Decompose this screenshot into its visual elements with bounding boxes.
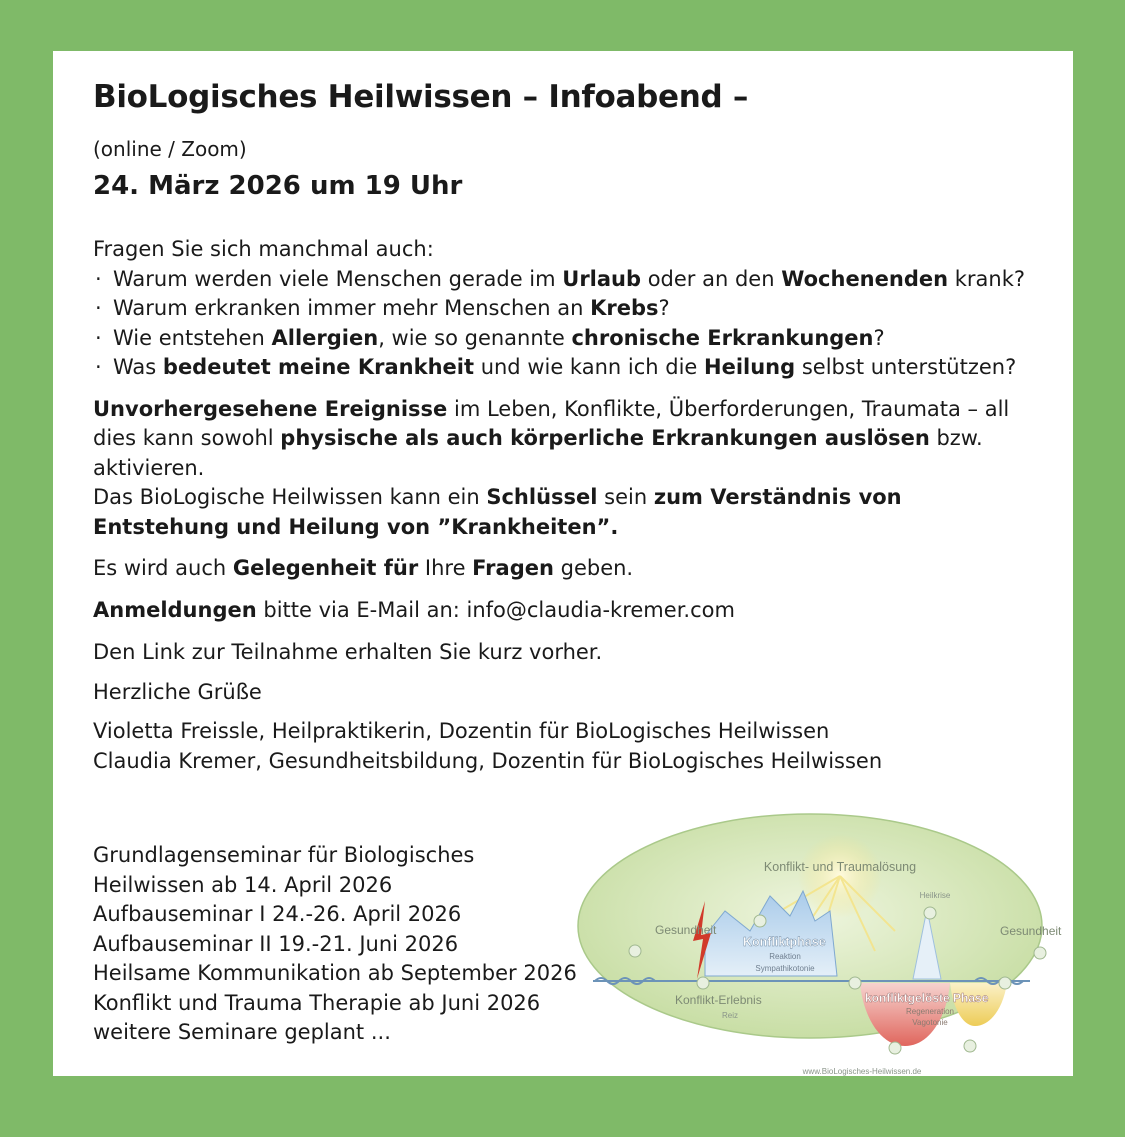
list-item: Heilsame Kommunikation ab September 2026 <box>93 961 577 985</box>
diagram-crisis-label: Heilkrise <box>919 891 951 900</box>
event-date: 24. März 2026 um 19 Uhr <box>93 171 463 201</box>
biphasic-diagram <box>575 801 1062 1076</box>
diagram-footer-url: www.BioLogisches-Heilwissen.de <box>802 1067 922 1076</box>
list-item: · Wie entstehen Allergien, wie so genannte chronische Erkrankungen? <box>93 324 1033 354</box>
diagram-event-sub: Reiz <box>721 1011 739 1020</box>
diagram-top-label: Konflikt- und Traumalösung <box>763 860 917 874</box>
diagram-phase2-sub1: Regeneration <box>905 1007 955 1016</box>
list-item: Heilwissen ab 14. April 2026 <box>93 872 393 897</box>
seminar-list <box>93 841 577 1048</box>
list-item: weitere Seminare geplant ... <box>93 1020 391 1044</box>
questions-intro: Fragen Sie sich manchmal auch: <box>93 237 434 261</box>
greeting: Herzliche Grüße <box>93 679 262 704</box>
diagram-phase1-sub2: Sympathikotonie <box>755 964 815 973</box>
event-format: (online / Zoom) <box>93 137 247 161</box>
signature-line: Violetta Freissle, Heilpraktikerin, Dozentin für BioLogisches Heilwissen <box>93 719 830 743</box>
signature-line: Claudia Kremer, Gesundheitsbildung, Dozentin für BioLogisches Heilwissen <box>93 748 883 773</box>
diagram-phase1-sub1: Reaktion <box>769 952 801 961</box>
diagram-phase1-label: Konfliktphase <box>743 935 826 949</box>
list-item: Grundlagenseminar für Biologisches <box>93 843 475 867</box>
list-item: · Was bedeutet meine Krankheit und wie kann ich die Heilung selbst unterstützen? <box>93 353 1033 383</box>
diagram-event-label: Konflikt-Erlebnis <box>675 993 762 1007</box>
diagram-left-label: Gesundheit <box>655 923 717 937</box>
diagram-phase2-label: konfliktgelöste Phase <box>865 991 989 1005</box>
diagram-right-label: Gesundheit <box>1000 924 1062 938</box>
signature-block <box>93 717 1033 776</box>
question-list <box>93 265 1033 383</box>
questions-note: Es wird auch Gelegenheit für Ihre Fragen geben. <box>93 556 634 580</box>
list-item: · Warum werden viele Menschen gerade im Urlaub oder an den Wochenenden krank? <box>93 265 1033 295</box>
diagram-phase2-sub2: Vagotonie <box>912 1018 948 1027</box>
list-item: · Warum erkranken immer mehr Menschen an Krebs? <box>93 294 1033 324</box>
list-item: Konflikt und Trauma Therapie ab Juni 2026 <box>93 990 541 1015</box>
list-item: Aufbauseminar I 24.-26. April 2026 <box>93 902 462 926</box>
description-paragraph: Unvorhergesehene Ereignisse im Leben, Konflikte, Überforderungen, Traumata – all dies kann sowohl physische als auch körperliche Erkrankungen auslösen bzw. aktivieren. Das BioLogische Heilwissen kann ein Schlüssel sein zum Verständnis von Entstehung und Heilung von ”Krankheiten”. <box>93 396 1010 539</box>
page-title: BioLogisches Heilwissen – Infoabend – <box>93 79 749 115</box>
flyer-card <box>53 51 1073 1076</box>
registration-line: Anmeldungen bitte via E-Mail an: info@claudia-kremer.com <box>93 597 735 622</box>
link-note: Den Link zur Teilnahme erhalten Sie kurz vorher. <box>93 640 603 664</box>
list-item: Aufbauseminar II 19.-21. Juni 2026 <box>93 931 459 956</box>
